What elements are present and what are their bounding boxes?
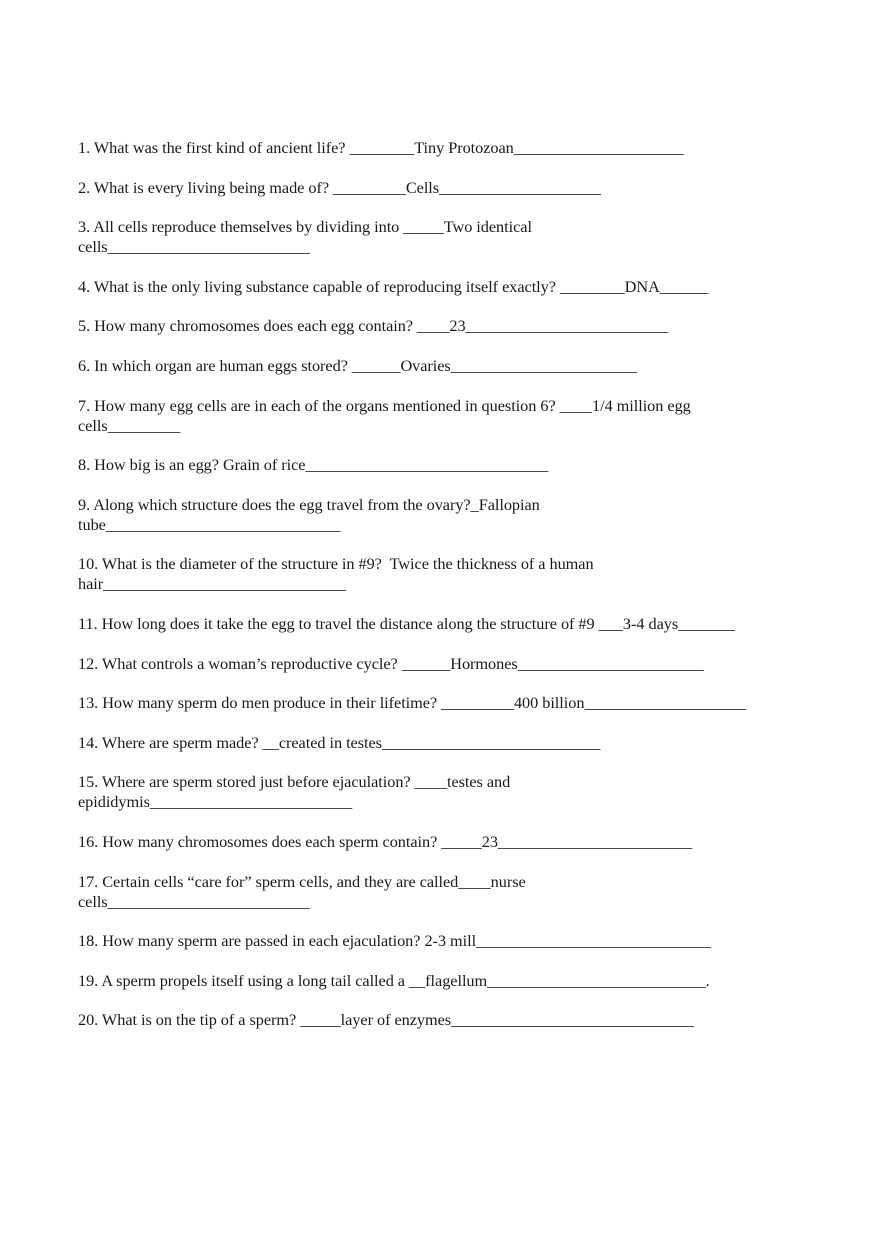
question-19: 19. A sperm propels itself using a long tail called a __flagellum___________________________. xyxy=(78,970,710,990)
question-3: 3. All cells reproduce themselves by dividing into _____Two identical cells_________________________ xyxy=(78,217,536,257)
question-list xyxy=(78,138,838,1030)
question-17: 17. Certain cells “care for” sperm cells, and they are called____nurse cells_________________________ xyxy=(78,871,530,911)
question-10: 10. What is the diameter of the structure in #9? Twice the thickness of a human hair______________________________ xyxy=(78,554,598,594)
question-14: 14. Where are sperm made? __created in testes___________________________ xyxy=(78,732,601,752)
question-6: 6. In which organ are human eggs stored? ______Ovaries_______________________ xyxy=(78,355,637,375)
question-7: 7. How many egg cells are in each of the organs mentioned in question 6? ____1/4 million egg cells_________ xyxy=(78,395,695,435)
question-11: 11. How long does it take the egg to travel the distance along the structure of #9 ___3-4 days_______ xyxy=(78,613,735,633)
question-9: 9. Along which structure does the egg travel from the ovary?_Fallopian tube_____________________________ xyxy=(78,494,544,534)
question-1: 1. What was the first kind of ancient life? ________Tiny Protozoan_____________________ xyxy=(78,138,684,157)
question-2: 2. What is every living being made of? _________Cells____________________ xyxy=(78,177,601,197)
question-20: 20. What is on the tip of a sperm? _____layer of enzymes______________________________ xyxy=(78,1010,694,1030)
question-8: 8. How big is an egg? Grain of rice______________________________ xyxy=(78,455,549,475)
question-12: 12. What controls a woman’s reproductive cycle? ______Hormones_______________________ xyxy=(78,653,704,673)
question-5: 5. How many chromosomes does each egg contain? ____23_________________________ xyxy=(78,316,668,336)
question-13: 13. How many sperm do men produce in their lifetime? _________400 billion____________________ xyxy=(78,693,747,713)
question-4: 4. What is the only living substance capable of reproducing itself exactly? ________DNA______ xyxy=(78,276,709,296)
question-16: 16. How many chromosomes does each sperm contain? _____23________________________ xyxy=(78,831,693,851)
question-18: 18. How many sperm are passed in each ejaculation? 2-3 mill_____________________________ xyxy=(78,931,711,951)
question-15: 15. Where are sperm stored just before ejaculation? ____testes and epididymis_________________________ xyxy=(78,772,515,812)
